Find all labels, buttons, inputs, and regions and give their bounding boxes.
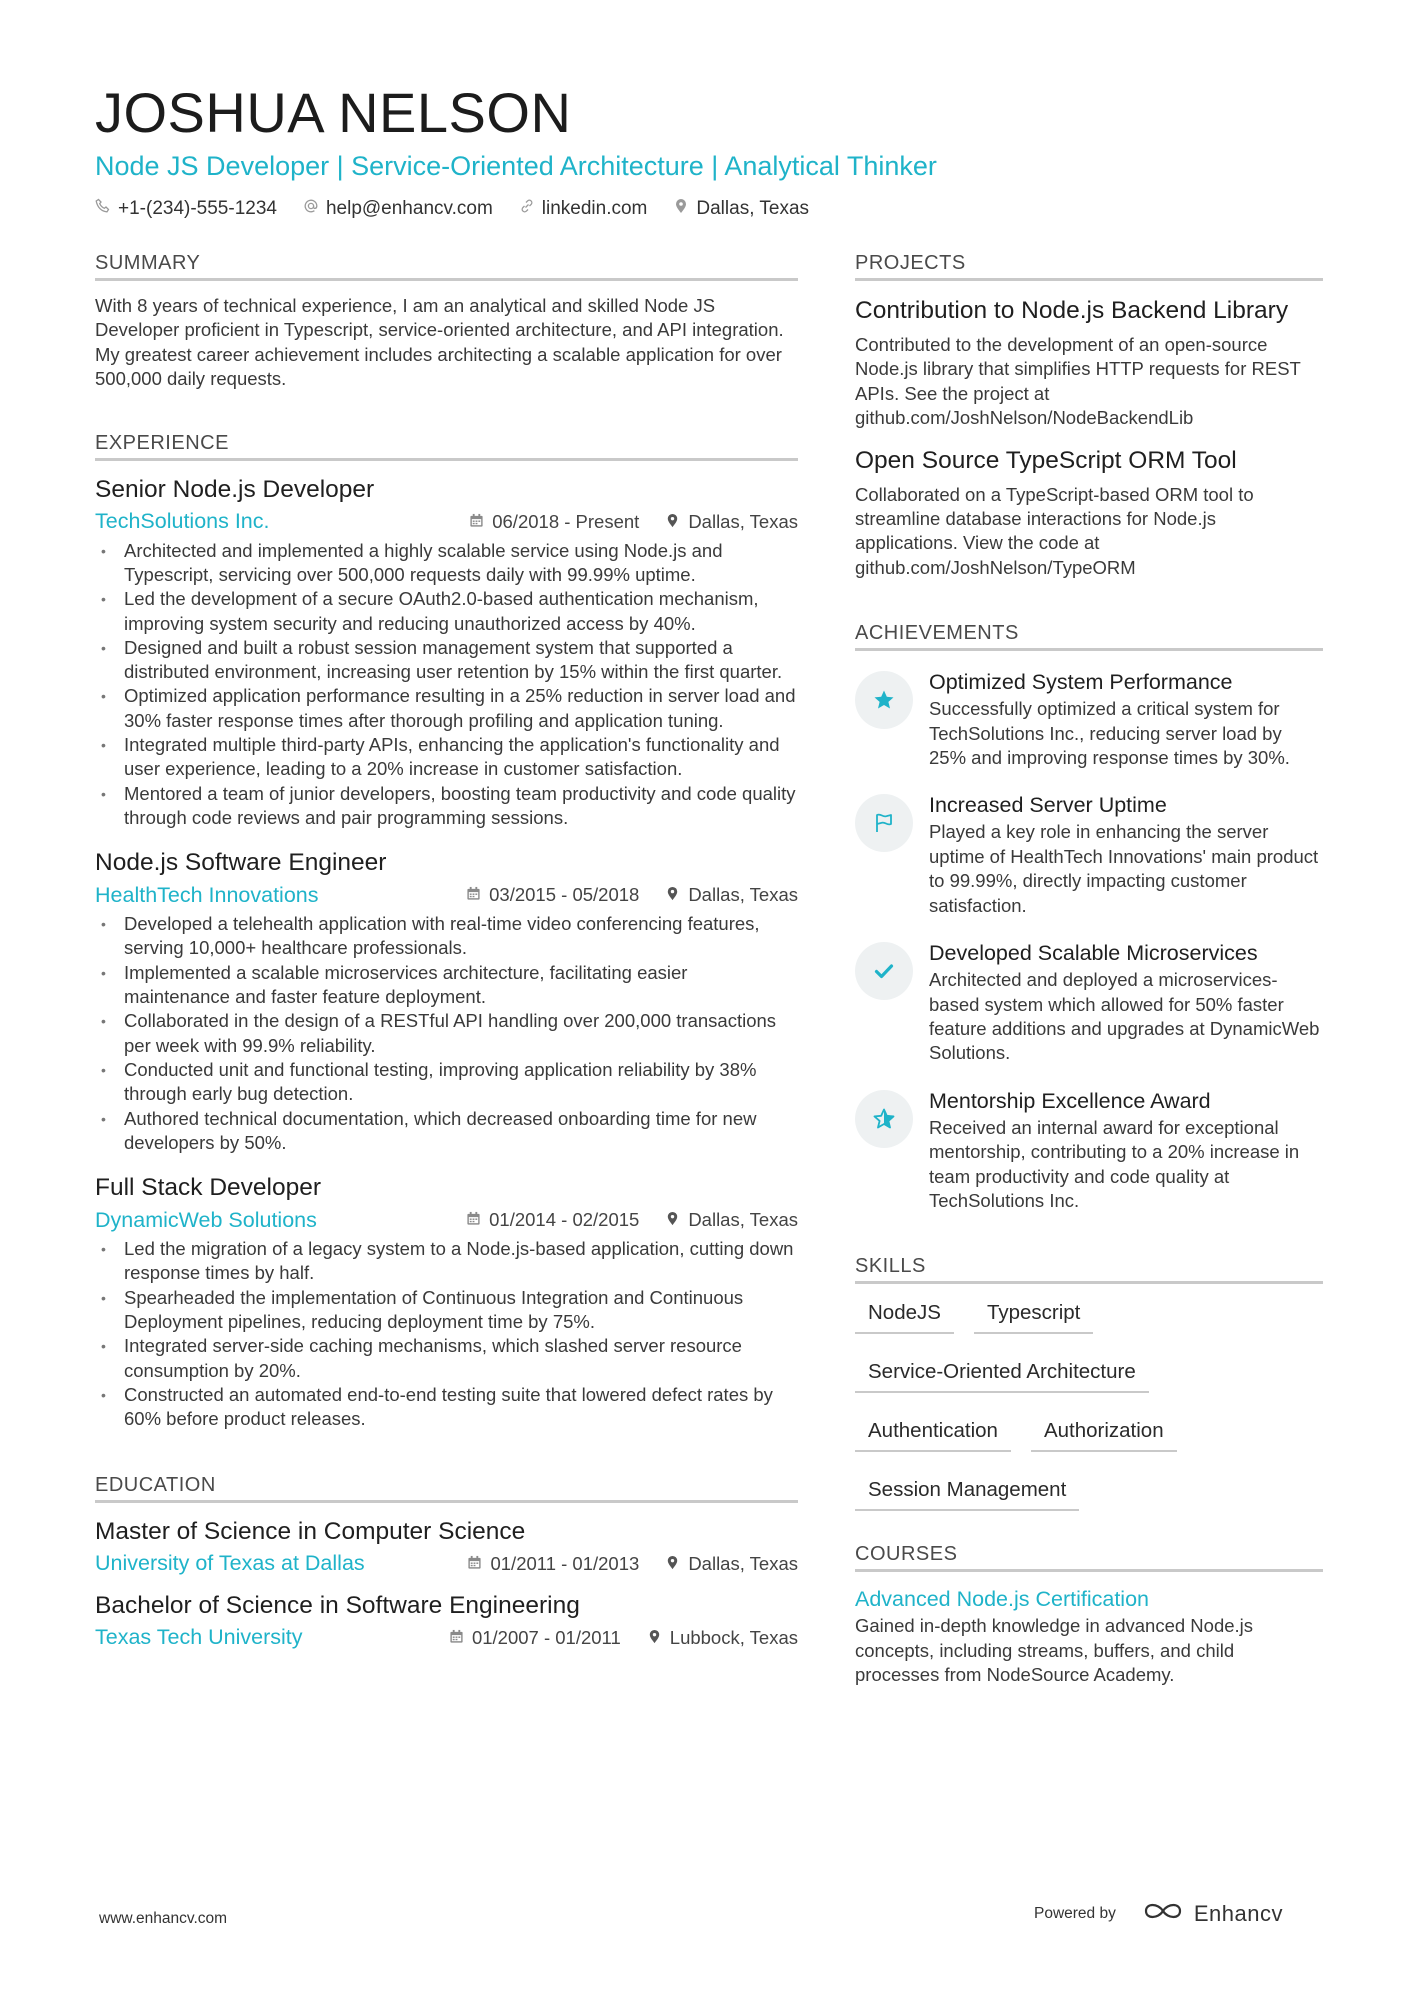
contact-text: linkedin.com (541, 198, 648, 219)
projects-section (855, 250, 1323, 580)
skill-tag: Typescript (974, 1296, 1093, 1334)
location-text: Dallas, Texas (688, 510, 798, 532)
skills-section (855, 1253, 1323, 1511)
degree-title: Bachelor of Science in Software Engineering (95, 1591, 580, 1619)
project-description: Collaborated on a TypeScript-based ORM tool to streamline database interactions for Node.js applications. View the code at github.com/JoshNelson/TypeORM (855, 483, 1254, 578)
school-name: Texas Tech University (95, 1625, 303, 1650)
section-title: COURSES (855, 1541, 1323, 1572)
contact-bar (95, 198, 1325, 220)
dates-text: 01/2007 - 01/2011 (471, 1626, 621, 1648)
job-title: Full Stack Developer (95, 1174, 322, 1202)
job-location (665, 511, 798, 533)
infinity-icon (1140, 1900, 1186, 1928)
job-meta-right (466, 1209, 798, 1231)
at-icon (303, 198, 319, 220)
brand-name: Enhancv (1193, 1901, 1283, 1926)
job-entry (95, 1171, 798, 1431)
calendar-icon (466, 1209, 481, 1231)
section-title: SKILLS (855, 1253, 1323, 1284)
job-entry (95, 846, 798, 1155)
bullet-item: • Conducted unit and functional testing, improving application reliability by 38% through early bug detection. (95, 1058, 798, 1107)
contact-phone (95, 198, 277, 220)
job-meta-right (466, 884, 798, 906)
skill-tag: Authentication (855, 1414, 1011, 1452)
phone-icon (95, 198, 111, 220)
contact-text: +1-(234)-555-1234 (118, 198, 277, 219)
bullet-item: • Developed a telehealth application with real-time video conferencing features, serving 10,000+ healthcare professionals. (95, 912, 798, 961)
education-meta-right (467, 1553, 798, 1575)
achievement-description: Played a key role in enhancing the server uptime of HealthTech Innovations' main product to 99.99%, directly impacting customer satisfaction. (929, 821, 1319, 916)
section-title: SUMMARY (95, 250, 798, 281)
education-meta (95, 1549, 798, 1579)
location-icon (647, 1627, 662, 1649)
job-entry (95, 473, 798, 831)
location-icon (673, 198, 689, 220)
candidate-name: JOSHUA NELSON (95, 81, 572, 144)
bullet-item: • Spearheaded the implementation of Continuous Integration and Continuous Deployment pipelines, reducing deployment time by 75%. (95, 1286, 798, 1335)
location-text: Lubbock, Texas (669, 1626, 798, 1648)
job-bullets (95, 539, 798, 831)
achievement-title: Optimized System Performance (929, 670, 1233, 695)
skill-tag: Authorization (1031, 1414, 1177, 1452)
achievement-title: Developed Scalable Microservices (929, 941, 1258, 966)
left-column (95, 250, 798, 1653)
candidate-tagline: Node JS Developer | Service-Oriented Architecture | Analytical Thinker (95, 151, 937, 181)
project-entry (855, 295, 1323, 431)
section-title: EDUCATION (95, 1472, 798, 1503)
course-title: Advanced Node.js Certification (855, 1587, 1149, 1612)
calendar-icon (449, 1627, 464, 1649)
contact-email[interactable] (303, 198, 493, 220)
achievement-description: Received an internal award for exceptional mentorship, contributing to a 20% increase in team productivity and code quality at TechSolutions Inc. (929, 1116, 1300, 1211)
section-title: PROJECTS (855, 250, 1323, 281)
powered-by-text: Powered by (1034, 1905, 1116, 1922)
summary-section (95, 250, 798, 392)
education-location (665, 1553, 798, 1575)
skill-tag: NodeJS (855, 1296, 954, 1334)
calendar-icon (466, 884, 481, 906)
job-meta (95, 880, 798, 910)
contact-linkedin[interactable] (519, 198, 648, 220)
footer-brand (1034, 1900, 1283, 1928)
achievement-body (929, 938, 1323, 1066)
section-title: ACHIEVEMENTS (855, 620, 1323, 651)
dates-text: 01/2014 - 02/2015 (489, 1209, 640, 1231)
job-bullets (95, 912, 798, 1155)
star-outline-icon (855, 1090, 913, 1148)
achievement-body (929, 1086, 1323, 1214)
star-icon (855, 671, 913, 729)
course-description: Gained in-depth knowledge in advanced Node.js concepts, including streams, buffers, and child processes from NodeSource Academy. (855, 1615, 1254, 1686)
dates-text: 06/2018 - Present (492, 510, 640, 532)
location-icon (665, 884, 680, 906)
job-location (665, 884, 798, 906)
bullet-item: • Mentored a team of junior developers, boosting team productivity and code quality through code reviews and pair programming sessions. (95, 782, 798, 831)
dates-text: 01/2011 - 01/2013 (490, 1552, 640, 1574)
project-description: Contributed to the development of an open-source Node.js library that simplifies HTTP requests for REST APIs. See the project at github.com/JoshNelson/NodeBackendLib (855, 334, 1301, 429)
bullet-item: • Integrated multiple third-party APIs, enhancing the application's functionality and user experience, leading to a 20% increase in customer satisfaction. (95, 733, 798, 782)
location-text: Dallas, Texas (688, 1552, 798, 1574)
skill-row (855, 1296, 1323, 1334)
skills-list (855, 1296, 1323, 1511)
check-icon (855, 942, 913, 1000)
skill-row (855, 1473, 1323, 1511)
degree-title: Master of Science in Computer Science (95, 1517, 526, 1545)
calendar-icon (467, 1553, 482, 1575)
job-dates (466, 1209, 639, 1231)
location-icon (665, 1553, 680, 1575)
achievement-entry (855, 1086, 1323, 1214)
education-entry (95, 1589, 798, 1653)
bullet-item: • Authored technical documentation, which decreased onboarding time for new developers by 50%. (95, 1107, 798, 1156)
bullet-item: • Optimized application performance resulting in a 25% reduction in server load and 30% faster response times after thorough profiling and application tuning. (95, 684, 798, 733)
flag-icon (855, 794, 913, 852)
education-dates (449, 1627, 621, 1649)
bullet-item: • Integrated server-side caching mechanisms, which slashed server resource consumption by 20%. (95, 1334, 798, 1383)
education-section (95, 1472, 798, 1653)
achievement-body (929, 667, 1323, 770)
achievement-entry (855, 938, 1323, 1066)
education-dates (467, 1553, 639, 1575)
skill-row (855, 1355, 1323, 1393)
enhancv-logo[interactable] (1140, 1900, 1283, 1928)
footer-website[interactable]: www.enhancv.com (99, 1910, 228, 1927)
job-bullets (95, 1237, 798, 1431)
job-location (665, 1209, 798, 1231)
link-icon (519, 198, 535, 220)
achievement-entry (855, 667, 1323, 770)
project-title: Contribution to Node.js Backend Library (855, 297, 1289, 324)
experience-section (95, 430, 798, 1432)
bullet-item: • Led the migration of a legacy system to a Node.js-based application, cutting down response times by half. (95, 1237, 798, 1286)
skill-tag: Session Management (855, 1473, 1079, 1511)
skill-row (855, 1414, 1323, 1452)
achievement-description: Successfully optimized a critical system for TechSolutions Inc., reducing server load by 25% and improving response times by 30%. (929, 698, 1290, 769)
project-entry (855, 445, 1323, 581)
education-meta-right (449, 1627, 798, 1649)
project-title: Open Source TypeScript ORM Tool (855, 446, 1237, 474)
bullet-item: • Constructed an automated end-to-end testing suite that lowered defect rates by 60% before product releases. (95, 1383, 798, 1432)
company-name: HealthTech Innovations (95, 882, 319, 907)
contact-text: Dallas, Texas (696, 198, 810, 219)
bullet-item: • Collaborated in the design of a RESTful API handling over 200,000 transactions per week with 99.9% reliability. (95, 1009, 798, 1058)
job-title: Node.js Software Engineer (95, 849, 387, 877)
job-meta-right (469, 511, 798, 533)
bullet-item: • Implemented a scalable microservices architecture, facilitating easier maintenance and faster feature deployment. (95, 961, 798, 1010)
summary-text: With 8 years of technical experience, I am an analytical and skilled Node JS Developer proficient in Typescript, service-oriented architecture, and API integration. My greatest career achievement includes architecting a scalable application for over 500,000 daily requests. (95, 295, 784, 390)
courses-section (855, 1541, 1323, 1687)
section-title: EXPERIENCE (95, 430, 798, 461)
achievement-title: Increased Server Uptime (929, 793, 1167, 818)
achievement-title: Mentorship Excellence Award (929, 1088, 1211, 1113)
job-meta (95, 507, 798, 537)
location-text: Dallas, Texas (688, 1209, 798, 1231)
contact-location (673, 198, 809, 220)
achievement-description: Architected and deployed a microservices-based system which allowed for 50% faster feature additions and upgrades at DynamicWeb Solutions. (929, 969, 1320, 1064)
contact-text: help@enhancv.com (325, 198, 493, 219)
right-column (855, 250, 1323, 1688)
achievement-body (929, 790, 1323, 918)
location-icon (665, 511, 680, 533)
school-name: University of Texas at Dallas (95, 1551, 365, 1576)
bullet-item: • Architected and implemented a highly scalable service using Node.js and Typescript, servicing over 500,000 requests daily with 99.99% uptime. (95, 539, 798, 588)
bullet-item: • Designed and built a robust session management system that supported a distributed environment, increasing user retention by 15% within the first quarter. (95, 636, 798, 685)
skill-tag: Service-Oriented Architecture (855, 1355, 1149, 1393)
bullet-item: • Led the development of a secure OAuth2.0-based authentication mechanism, improving system security and reducing unauthorized access by 40%. (95, 587, 798, 636)
education-location (647, 1627, 798, 1649)
education-entry (95, 1515, 798, 1579)
calendar-icon (469, 511, 484, 533)
achievements-section (855, 620, 1323, 1213)
company-name: TechSolutions Inc. (95, 509, 270, 534)
location-icon (665, 1209, 680, 1231)
education-meta (95, 1623, 798, 1653)
company-name: DynamicWeb Solutions (95, 1207, 317, 1232)
resume-header (95, 78, 1325, 220)
job-dates (469, 511, 639, 533)
dates-text: 03/2015 - 05/2018 (489, 884, 640, 906)
job-dates (466, 884, 639, 906)
location-text: Dallas, Texas (688, 884, 798, 906)
achievement-entry (855, 790, 1323, 918)
job-meta (95, 1205, 798, 1235)
job-title: Senior Node.js Developer (95, 475, 375, 503)
